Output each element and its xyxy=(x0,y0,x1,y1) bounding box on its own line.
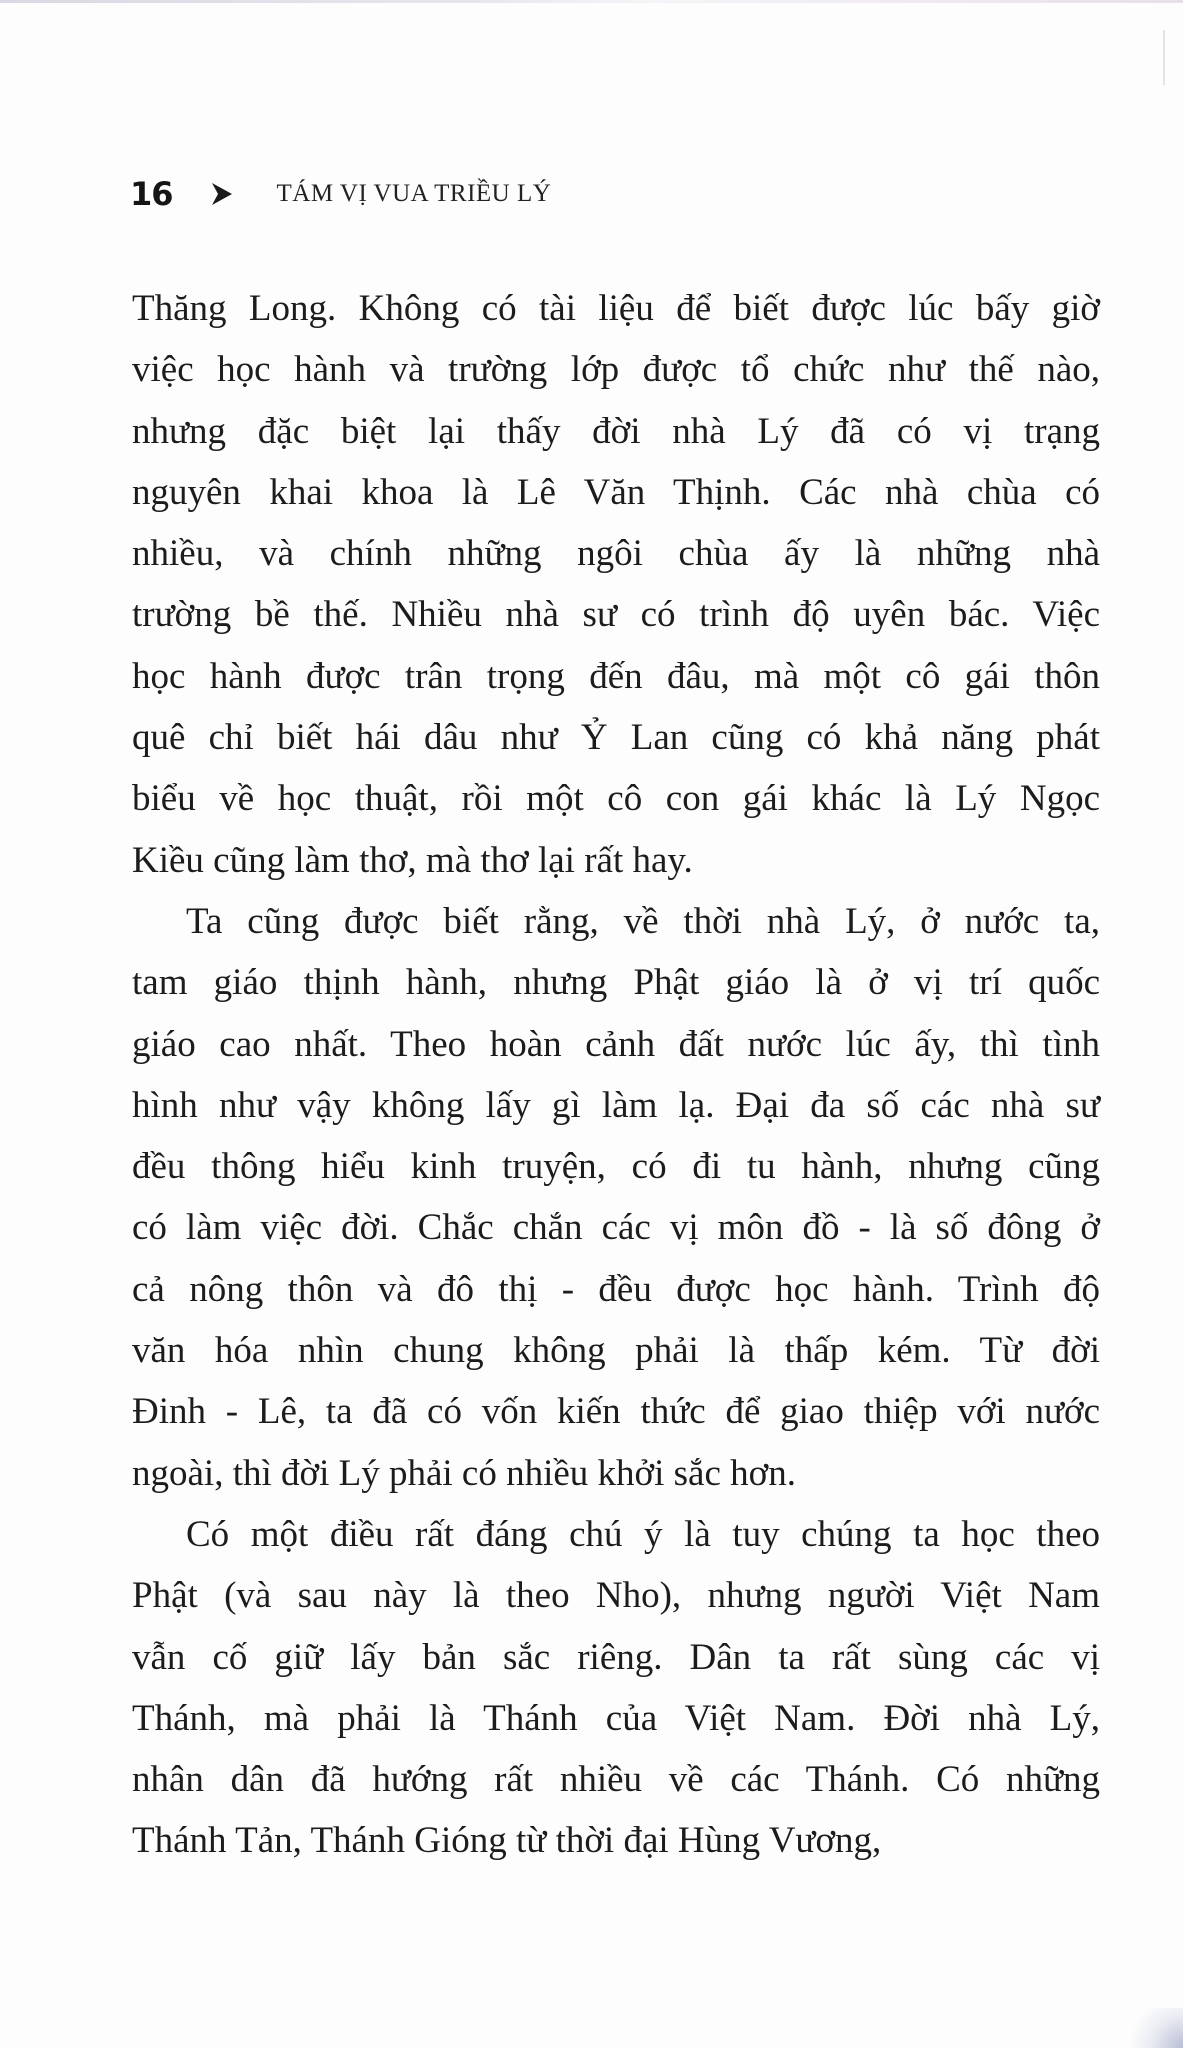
text-line: Phật (và sau này là theo Nho), nhưng người Việt Nam xyxy=(132,1575,1100,1617)
text-line: nhưng đặc biệt lại thấy đời nhà Lý đã có vị trạng xyxy=(132,410,1100,452)
text-line: cả nông thôn và đô thị - đều được học hành. Trình độ xyxy=(132,1268,1100,1310)
text-line: Thăng Long. Không có tài liệu để biết được lúc bấy giờ xyxy=(132,288,1100,329)
text-line: Ta cũng được biết rằng, về thời nhà Lý, ở nước ta, xyxy=(186,900,1100,942)
text-line: đều thông hiểu kinh truyện, có đi tu hành, nhưng cũng xyxy=(132,1146,1100,1188)
text-line: giáo cao nhất. Theo hoàn cảnh đất nước lúc ấy, thì tình xyxy=(132,1023,1100,1065)
scan-edge-mark xyxy=(1163,30,1165,85)
page-top-edge xyxy=(0,0,1183,3)
text-line: vẫn cố giữ lấy bản sắc riêng. Dân ta rất sùng các vị xyxy=(132,1636,1100,1678)
body-text xyxy=(132,278,1100,1872)
arrowhead-right-icon xyxy=(211,182,233,206)
text-line: có làm việc đời. Chắc chắn các vị môn đồ - là số đông ở xyxy=(132,1207,1100,1249)
text-line: Có một điều rất đáng chú ý là tuy chúng ta học theo xyxy=(186,1513,1100,1555)
text-line: tam giáo thịnh hành, nhưng Phật giáo là ở vị trí quốc xyxy=(132,962,1100,1004)
text-line: trường bề thế. Nhiều nhà sư có trình độ uyên bác. Việc xyxy=(132,594,1100,636)
text-line: ngoài, thì đời Lý phải có nhiều khởi sắc hơn. xyxy=(132,1452,796,1494)
text-line: việc học hành và trường lớp được tổ chức như thế nào, xyxy=(132,349,1100,391)
text-line: văn hóa nhìn chung không phải là thấp kém. Từ đời xyxy=(132,1330,1100,1372)
text-line: Kiều cũng làm thơ, mà thơ lại rất hay. xyxy=(132,839,693,881)
running-title: TÁM VỊ VUA TRIỀU LÝ xyxy=(276,180,552,207)
text-line: Thánh, mà phải là Thánh của Việt Nam. Đời nhà Lý, xyxy=(132,1697,1100,1739)
paragraph xyxy=(132,891,1100,1504)
page-number: 16 xyxy=(130,175,173,213)
text-line: học hành được trân trọng đến đâu, mà một cô gái thôn xyxy=(132,655,1100,697)
text-line: nhiều, và chính những ngôi chùa ấy là những nhà xyxy=(132,533,1100,575)
paragraph xyxy=(132,1504,1100,1872)
text-line: biểu về học thuật, rồi một cô con gái khác là Lý Ngọc xyxy=(132,778,1100,820)
text-line: Đinh - Lê, ta đã có vốn kiến thức để giao thiệp với nước xyxy=(132,1391,1100,1433)
paragraph xyxy=(132,278,1100,891)
scan-corner-smudge xyxy=(1123,2008,1183,2048)
text-line: nhân dân đã hướng rất nhiều về các Thánh. Có những xyxy=(132,1759,1100,1801)
text-line: quê chỉ biết hái dâu như Ỷ Lan cũng có khả năng phát xyxy=(132,717,1100,759)
text-line: Thánh Tản, Thánh Gióng từ thời đại Hùng Vương, xyxy=(132,1820,882,1862)
text-line: nguyên khai khoa là Lê Văn Thịnh. Các nhà chùa có xyxy=(132,471,1100,513)
text-line: hình như vậy không lấy gì làm lạ. Đại đa số các nhà sư xyxy=(132,1084,1100,1126)
running-header xyxy=(130,170,551,218)
